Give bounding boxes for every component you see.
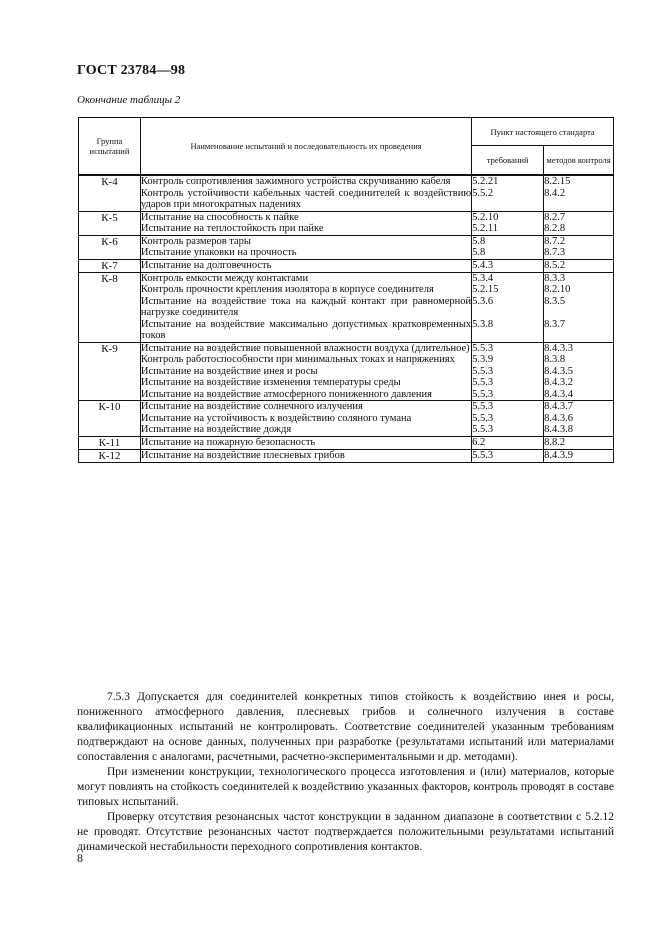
test-name: Испытание на воздействие изменения температуры среды <box>140 377 401 388</box>
body-text <box>77 690 614 855</box>
table-row <box>79 413 614 425</box>
table-body <box>79 175 614 462</box>
table-row <box>79 223 614 235</box>
test-name: Испытание на воздействие атмосферного пониженного давления <box>140 388 432 400</box>
requirement-clause: 5.5.3 <box>472 449 544 462</box>
test-name: Испытание на воздействие плесневых грибов <box>140 449 471 462</box>
requirement-clause: 5.5.2 <box>472 188 544 212</box>
table-row <box>79 401 614 413</box>
test-name: Испытание на способность к пайке <box>140 211 471 223</box>
method-clause: 8.4.3.5 <box>544 366 614 378</box>
group-code: К-7 <box>79 259 141 272</box>
test-name: Контроль прочности крепления изолятора в корпусе соединителя <box>140 284 434 295</box>
group-code: К-8 <box>79 272 141 342</box>
requirement-clause: 5.8 <box>472 247 544 259</box>
method-clause: 8.7.2 <box>544 235 614 247</box>
table-row <box>79 175 614 188</box>
method-clause: 8.2.15 <box>544 175 614 188</box>
group-code: К-5 <box>79 211 141 235</box>
requirement-clause: 5.2.21 <box>472 175 544 188</box>
test-name: Испытание упаковки на прочность <box>140 247 297 258</box>
header-methods: методов контроля <box>544 146 614 176</box>
method-clause: 8.2.8 <box>544 223 614 235</box>
table-row <box>79 342 614 354</box>
table-row <box>79 272 614 284</box>
method-clause: 8.3.8 <box>544 354 614 366</box>
method-clause: 8.8.2 <box>544 436 614 449</box>
requirement-clause: 5.2.10 <box>472 211 544 223</box>
requirement-clause: 5.3.9 <box>472 354 544 366</box>
method-clause: 8.2.7 <box>544 211 614 223</box>
method-clause: 8.4.3.6 <box>544 413 614 425</box>
header-test-name: Наименование испытаний и последовательность их проведения <box>140 118 471 176</box>
table-row <box>79 235 614 247</box>
requirement-clause: 6.2 <box>472 436 544 449</box>
method-clause: 8.4.3.9 <box>544 449 614 462</box>
method-clause: 8.4.3.2 <box>544 377 614 389</box>
table-row <box>79 296 614 319</box>
test-name: Испытание на долговечность <box>140 259 471 272</box>
group-code: К-10 <box>79 401 141 437</box>
group-code: К-9 <box>79 342 141 401</box>
requirement-clause: 5.5.3 <box>472 413 544 425</box>
test-name: Испытание на теплостойкость при пайке <box>140 223 324 234</box>
table-row <box>79 284 614 296</box>
table-row <box>79 389 614 401</box>
method-clause: 8.7.3 <box>544 247 614 259</box>
method-clause: 8.4.3.7 <box>544 401 614 413</box>
method-clause: 8.3.5 <box>544 296 614 319</box>
method-clause: 8.4.3.3 <box>544 342 614 354</box>
test-name: Испытание на воздействие повышенной влажности воздуха (длительное) <box>140 342 471 354</box>
method-clause: 8.3.3 <box>544 272 614 284</box>
test-name: Испытание на воздействие тока на каждый контакт при равномерной нагрузке соединителя <box>140 295 472 318</box>
test-name: Испытание на пожарную безопасность <box>140 436 471 449</box>
header-group: Группа испытаний <box>79 118 141 176</box>
table-row <box>79 424 614 436</box>
table-row <box>79 449 614 462</box>
requirement-clause: 5.3.8 <box>472 319 544 343</box>
requirement-clause: 5.5.3 <box>472 424 544 436</box>
table-caption: Окончание таблицы 2 <box>77 94 181 106</box>
test-name: Испытание на воздействие дождя <box>140 424 292 435</box>
test-name: Контроль размеров тары <box>140 235 471 247</box>
paragraph: 7.5.3 Допускается для соединителей конкретных типов стойкость к воздействию инея и росы, пониженного атмосферного давления, плесневых грибов и солнечного излучения в составе квалификационных испытаний не контролировать. Соответствие соединителей указанным требованиям подтверждают на основе данных, полученных при разработке (результатами испытаний или материалами сопоставления с аналогами, расчетными, расчетно-экспериментальными и др. методами). <box>77 691 614 763</box>
method-clause: 8.5.2 <box>544 259 614 272</box>
requirement-clause: 5.5.3 <box>472 342 544 354</box>
group-code: К-12 <box>79 449 141 462</box>
requirement-clause: 5.5.3 <box>472 366 544 378</box>
page-number: 8 <box>77 851 83 865</box>
requirement-clause: 5.4.3 <box>472 259 544 272</box>
header-clause: Пункт настоящего стандарта <box>472 118 614 146</box>
document-code: ГОСТ 23784—98 <box>77 63 186 78</box>
requirement-clause: 5.3.4 <box>472 272 544 284</box>
method-clause: 8.4.3.8 <box>544 424 614 436</box>
test-name: Испытание на воздействие инея и росы <box>140 365 318 377</box>
test-name: Контроль устойчивости кабельных частей соединителей к воздействию ударов при многократных падениях <box>140 187 472 210</box>
requirement-clause: 5.3.6 <box>472 296 544 319</box>
table-row <box>79 211 614 223</box>
requirement-clause: 5.5.3 <box>472 389 544 401</box>
paragraph: При изменении конструкции, технологического процесса изготовления и (или) материалов, которые могут повлиять на стойкость соединителей к воздействию указанных факторов, контроль проводят в составе типовых испытаний. <box>77 766 614 808</box>
table-row <box>79 319 614 343</box>
table-row <box>79 247 614 259</box>
table-row <box>79 259 614 272</box>
test-name: Испытание на воздействие максимально допустимых кратковременных токов <box>140 318 472 341</box>
paragraph: Проверку отсутствия резонансных частот конструкции в заданном диапазоне в соответствии с 5.2.12 не проводят. Отсутствие резонансных частот подтверждается положительными результатами испытаний динамической нестабильности переходного сопротивления контактов. <box>77 811 614 853</box>
table-row <box>79 436 614 449</box>
method-clause: 8.2.10 <box>544 284 614 296</box>
tests-table <box>78 117 614 463</box>
table-row <box>79 188 614 212</box>
header-requirements: требований <box>472 146 544 176</box>
group-code: К-6 <box>79 235 141 259</box>
method-clause: 8.3.7 <box>544 319 614 343</box>
requirement-clause: 5.2.15 <box>472 284 544 296</box>
group-code: К-4 <box>79 175 141 211</box>
requirement-clause: 5.8 <box>472 235 544 247</box>
test-name: Испытание на устойчивость к воздействию соляного тумана <box>140 412 412 424</box>
method-clause: 8.4.3.4 <box>544 389 614 401</box>
group-code: К-11 <box>79 436 141 449</box>
method-clause: 8.4.2 <box>544 188 614 212</box>
table-row <box>79 354 614 366</box>
requirement-clause: 5.5.3 <box>472 377 544 389</box>
table-row <box>79 377 614 389</box>
test-name: Испытание на воздействие солнечного излучения <box>140 401 471 413</box>
table-row <box>79 366 614 378</box>
test-name: Контроль работоспособности при минимальных токах и напряжениях <box>140 354 455 365</box>
requirement-clause: 5.2.11 <box>472 223 544 235</box>
requirement-clause: 5.5.3 <box>472 401 544 413</box>
test-name: Контроль сопротивления зажимного устройства скручиванию кабеля <box>140 175 471 188</box>
test-name: Контроль емкости между контактами <box>140 272 471 284</box>
